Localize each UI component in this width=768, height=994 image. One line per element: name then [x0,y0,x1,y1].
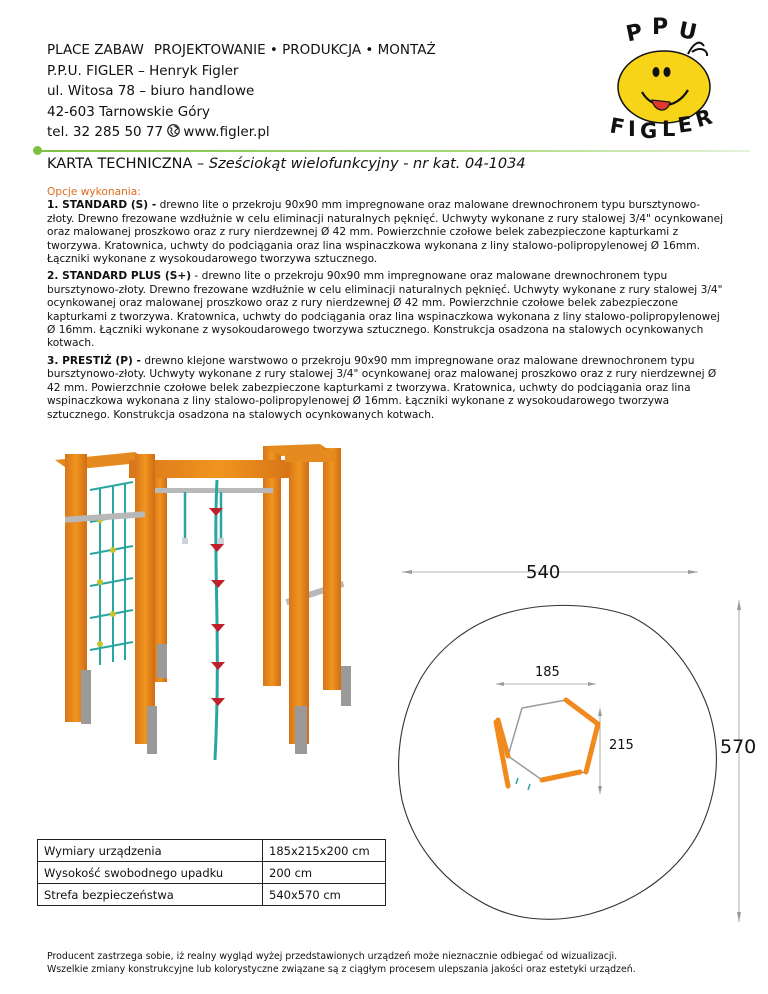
svg-text:I: I [628,117,636,140]
option-prestiz [47,355,727,422]
table-row [38,884,386,906]
svg-text:U: U [676,17,699,46]
option-prestiz-text: drewno klejone warstwowo o przekroju 90x90 mm impregnowane oraz malowane drewnochronem typu bursztynowo-złoty. Uchwyty wykonane z rury stalowej 3/4" ocynkowanej oraz malowanej proszkowo oraz z rury nierdzewnej Ø 42 mm. Powierzchnie czołowe belek zabezpieczone kapturkami z tworzywa. Kratownica, uchwty do podciągania oraz lina wspinaczkowa wykonana z liny stalowo-polipropylenowej Ø 16mm. Łączniki wykonane z wysokoudarowego tworzywa sztucznego. Konstrukcja osadzona na stalowych ocynkowanych kotwach. [47,354,717,421]
svg-text:P: P [652,15,669,40]
title-product-name: Sześciokąt wielofunkcyjny - nr kat. 04-1034 [208,156,526,172]
device-depth-label: 215 [609,738,634,753]
company-city: 42-603 Tarnowskie Góry [47,103,211,120]
company-phone: tel. 32 285 50 77 [47,124,164,140]
spec-key: Wymiary urządzenia [38,840,263,862]
specs-table [37,839,386,906]
spec-value: 200 cm [263,862,386,884]
footer-line-1: Producent zastrzega sobie, iż realny wygląd wyżej przedstawionych urządzeń może nieznacznie odbiegać od wizualizacji. [47,951,618,962]
spec-key: Wysokość swobodnego upadku [38,862,263,884]
spec-key: Strefa bezpieczeństwa [38,884,263,906]
company-name: P.P.U. FIGLER – Henryk Figler [47,62,239,79]
svg-text:F: F [608,113,627,140]
title-prefix: KARTA TECHNICZNA – [47,156,209,172]
svg-text:R: R [692,104,715,133]
footer-line-2: Wszelkie zmiany konstrukcyjne lub kolorystyczne związane są z ciągłym procesem ulepszania jakości oraz estetyki urządzeń. [47,964,636,975]
safety-zone-height-label: 570 [720,736,757,758]
company-header [47,40,436,143]
header-tagline-a: PLACE ZABAW [47,42,144,58]
option-standard-head: 1. STANDARD (S) - [47,199,157,212]
option-standard-plus-text: - drewno lite o przekroju 90x90 mm impregnowane oraz malowane drewnochronem typu bursztynowo-złoty. Drewno frezowane wzdłużnie w celu eliminacji naturalnych pęknięć. Uchwyty wykonane z rury stalowej 3/4" ocynkowanej oraz malowanej proszkowo oraz z rury nierdzewnej Ø 42 mm. Powierzchnie czołowe belek zabezpieczone kapturkami z tworzywa. Kratownica, uchwty do podciągania oraz lina wspinaczkowa wykonana z liny stalowo-polipropylenowej Ø 16mm. Łączniki wykonane z wysokoudarowego tworzywa sztucznego. Konstrukcja osadzona na stalowych ocynkowanych kotwach. [47,270,723,350]
header-line-1 [47,40,436,61]
option-prestiz-head: 3. PRESTIŻ (P) - [47,354,141,367]
header-tagline-b: PROJEKTOWANIE • PRODUKCJA • MONTAŻ [153,42,436,58]
spec-value: 540x570 cm [263,884,386,906]
svg-text:L: L [662,117,676,140]
page-title [47,156,526,172]
header-divider [38,150,750,152]
option-standard-plus-head: 2. STANDARD PLUS (S+) [47,270,192,283]
device-width-label: 185 [535,665,560,680]
safety-zone-width-label: 540 [526,562,561,583]
company-contact [47,122,436,143]
globe-icon [167,124,180,137]
safety-zone-height-dimension [737,600,741,922]
option-standard-plus [47,270,727,350]
product-render [45,440,375,775]
svg-text:E: E [676,111,694,138]
table-row [38,862,386,884]
company-website[interactable]: www.figler.pl [183,124,270,140]
table-row [38,840,386,862]
spec-value: 185x215x200 cm [263,840,386,862]
ppu-figler-logo [604,12,722,140]
svg-text:P: P [623,19,645,48]
logo-ppu-lettering [624,15,699,47]
plan-drawing [390,560,760,930]
option-standard [47,199,727,266]
safety-zone-outline [399,605,717,919]
svg-text:G: G [640,119,658,140]
options-label: Opcje wykonania: [47,186,141,198]
option-standard-text: drewno lite o przekroju 90x90 mm impregnowane oraz malowane drewnochronem typu bursztynowo-złoty. Drewno frezowane wzdłużnie w celu eliminacji naturalnych pęknięć. Uchwyty wykonane z rury stalowej 3/4" ocynkowanej oraz malowanej proszkowo oraz z rury nierdzewnej Ø 42 mm. Powierzchnie czołowe belek zabezpieczone kapturkami z tworzywa. Kratownica, uchwty do podciągania oraz lina wspinaczkowa wykonana z liny stalowo-polipropylenowej Ø 16mm. Łączniki wykonane z wysokoudarowego tworzywa sztucznego. [47,199,724,266]
company-street: ul. Witosa 78 – biuro handlowe [47,83,255,99]
footer-disclaimer [47,950,636,976]
options-section [47,186,727,426]
